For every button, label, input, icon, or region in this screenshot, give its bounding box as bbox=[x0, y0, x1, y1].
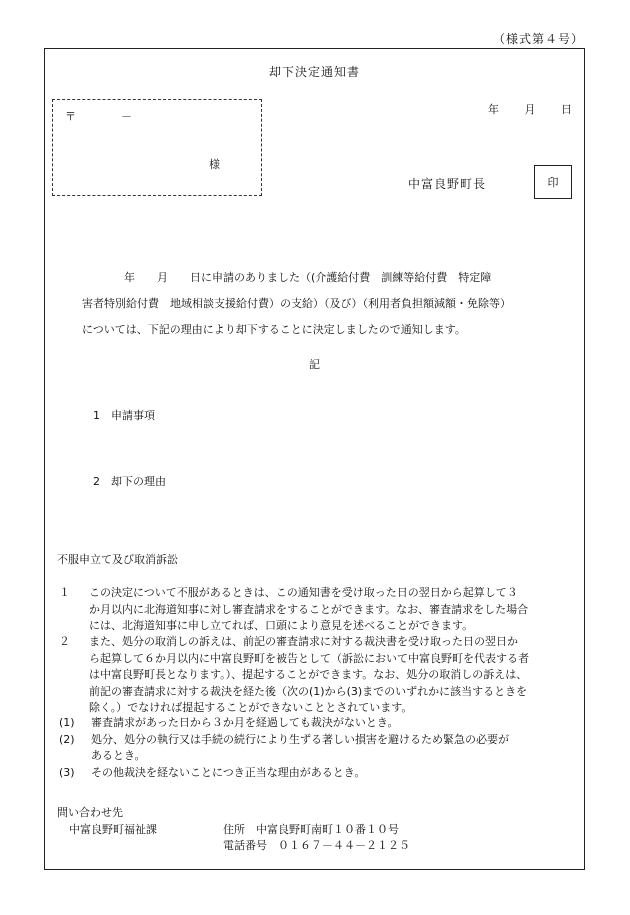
contact-phone: 電話番号 ０１６７－４４－２１２５ bbox=[223, 839, 410, 852]
paragraph-line: は中富良野町長となります。）、提起することができます。なお、処分の取消しの訴えは、 bbox=[89, 668, 528, 681]
paragraph-line: か月以内に北海道知事に対し審査請求をすることができます。なお、審査請求をした場合 bbox=[89, 602, 529, 616]
subitem-line: その他裁決を経ないことにつき正当な理由があるとき。 bbox=[91, 765, 366, 779]
paragraph-line: 除く。）でなければ提起することができないこととされています。 bbox=[89, 701, 413, 714]
body-line-2: 害者特別給付費 地域相談支援給付費）の支給）（及び）（利用者負担額減額・免除等） bbox=[82, 297, 511, 310]
paragraph-line: 前記の審査請求に対する裁決を経た後（次の(1)から(3)までのいずれかに該当するときを bbox=[89, 684, 528, 698]
subitem-line: あるとき。 bbox=[91, 749, 146, 762]
item-rejection-reason: 2 却下の理由 bbox=[93, 475, 166, 488]
subitem-line: 審査請求があった日から３か月を経過しても裁決がないとき。 bbox=[91, 716, 399, 729]
contact-department: 中富良野町福祉課 bbox=[69, 823, 157, 836]
subitem-number: (2) bbox=[59, 732, 75, 746]
subitem-number: (1) bbox=[59, 716, 75, 729]
contact-heading: 問い合わせ先 bbox=[57, 806, 123, 819]
paragraph-line: また、処分の取消しの訴えは、前記の審査請求に対する裁決書を受け取った日の翌日か bbox=[89, 635, 518, 648]
postal-dash: － bbox=[121, 110, 132, 123]
seal-box: 印 bbox=[534, 165, 572, 199]
appeal-heading: 不服申立て及び取消訴訟 bbox=[57, 553, 178, 566]
subitem-number: (3) bbox=[59, 765, 75, 779]
notice-frame bbox=[44, 48, 585, 870]
paragraph-line: ら起算して６か月以内に中富良野町を被告として（訴訟において中富良野町を代表する者 bbox=[89, 651, 529, 665]
date-line: 年 月 日 bbox=[488, 103, 572, 116]
issuer-name: 中富良野町長 bbox=[408, 177, 487, 191]
paragraph-number: ２ bbox=[59, 635, 70, 648]
postal-mark: 〒 bbox=[65, 110, 76, 123]
appeal-paragraph-2 bbox=[59, 634, 571, 717]
contact-address: 住所 中富良野町南町１０番１０号 bbox=[223, 823, 399, 836]
appeal-subitems bbox=[59, 715, 571, 781]
item-application: 1 申請事項 bbox=[93, 409, 155, 422]
honorific: 様 bbox=[209, 158, 220, 171]
form-number: （様式第４号） bbox=[492, 32, 584, 46]
paragraph-line: この決定について不服があるときは、この通知書を受け取った日の翌日から起算して３ bbox=[89, 586, 518, 599]
address-box bbox=[52, 99, 262, 196]
appeal-paragraph-1 bbox=[59, 585, 571, 635]
subitem-line: 処分、処分の執行又は手続の続行により生ずる著しい損害を避けるため緊急の必要が bbox=[91, 732, 509, 746]
paragraph-line: には、北海道知事に申し立てれば、口頭により意見を述べることができます。 bbox=[89, 619, 474, 632]
body-line-1: 年 月 日に申請のありました（(介護給付費 訓練等給付費 特定障 bbox=[69, 271, 492, 284]
body-line-3: については、下記の理由により却下することに決定しましたので通知します。 bbox=[82, 323, 466, 336]
ki-heading: 記 bbox=[309, 358, 320, 371]
paragraph-number: １ bbox=[59, 586, 70, 599]
document-title: 却下決定通知書 bbox=[268, 65, 360, 79]
